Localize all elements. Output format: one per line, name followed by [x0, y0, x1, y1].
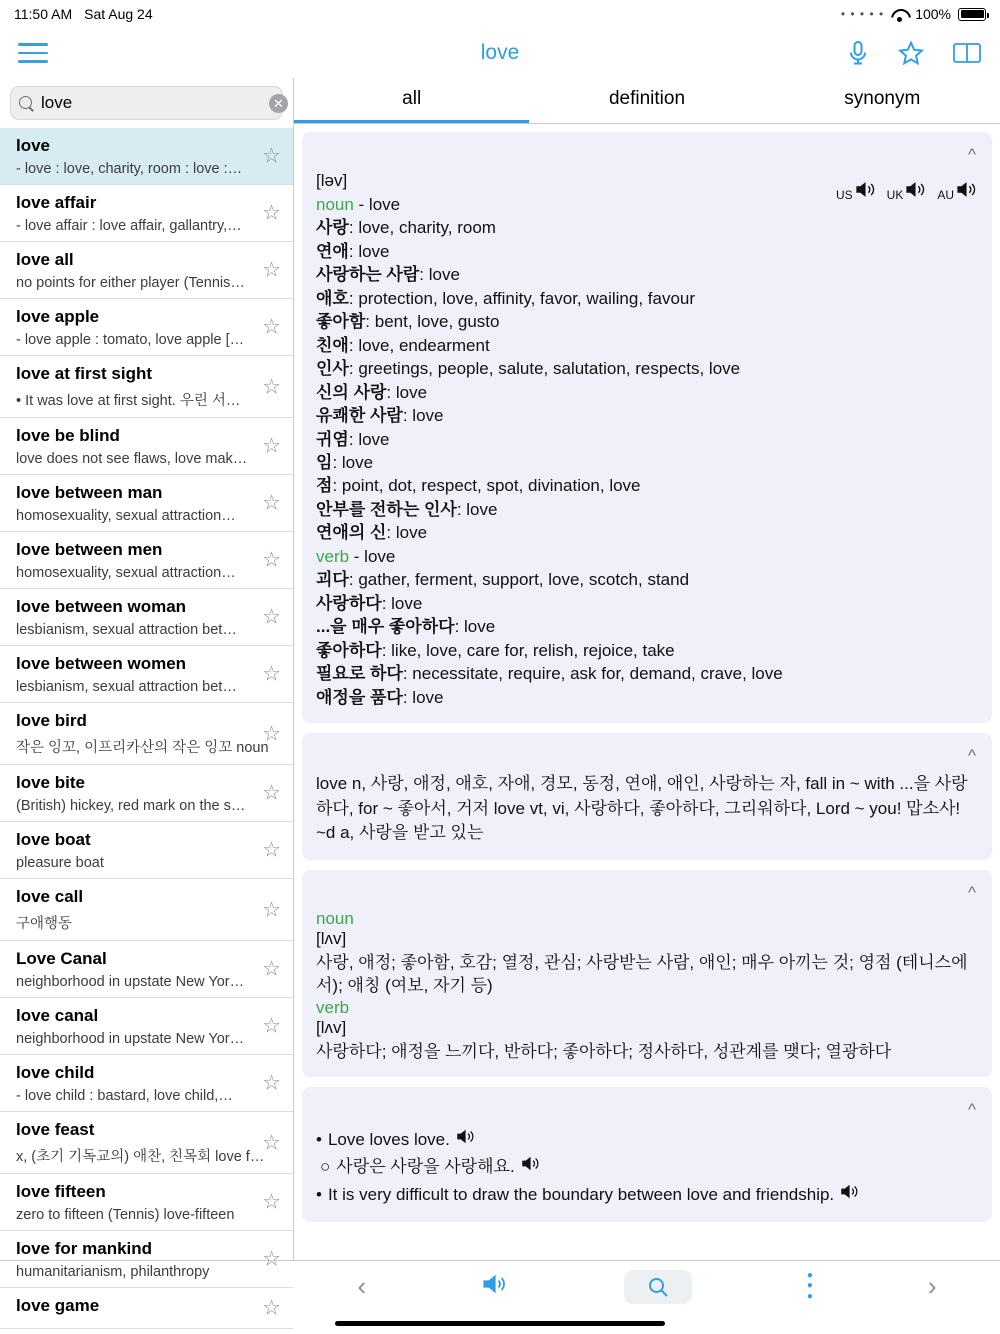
star-icon[interactable]: ☆ — [262, 898, 281, 921]
star-icon[interactable]: ☆ — [262, 144, 281, 168]
list-item-desc: neighborhood in upstate New Yor… — [16, 974, 245, 990]
entry-gloss: love — [358, 429, 390, 449]
entry-term: 괴다 — [316, 570, 349, 590]
list-item-desc: - love child : bastard, love child,… — [16, 1088, 233, 1104]
list-item-desc: zero to fifteen (Tennis) love-fifteen — [16, 1207, 235, 1223]
entry-gloss: necessitate, require, ask for, demand, crave, love — [412, 664, 783, 684]
bullet: • — [316, 1184, 322, 1204]
star-icon[interactable]: ☆ — [262, 1247, 281, 1271]
search-input[interactable] — [41, 93, 262, 113]
list-item[interactable] — [0, 765, 293, 822]
speaker-icon[interactable] — [481, 1273, 509, 1300]
list-item[interactable] — [0, 998, 293, 1055]
list-item-title: love at first sight — [16, 364, 153, 383]
entry-gloss: love — [391, 593, 423, 613]
list-item[interactable] — [0, 185, 293, 242]
list-item[interactable] — [0, 646, 293, 703]
bullet: ○ — [320, 1157, 331, 1177]
card-paragraph: love n, 사랑, 애정, 애호, 자애, 경모, 동정, 연애, 애인, 사랑하는 자, fall in ~ with ...을 사랑하다, for ~ 좋아서, 거저 love vt, vi, 사랑하다, 좋아하다, 그리워하다, Lord ~ you! 맙소사! ~d a, 사랑을 받고 있는 — [316, 773, 968, 843]
chevron-up-icon[interactable]: ^ — [968, 1100, 976, 1120]
entry-term: 연애 — [316, 241, 349, 261]
speaker-icon[interactable] — [840, 1181, 860, 1208]
entry-term: 친애 — [316, 335, 349, 355]
part-of-speech: verb — [316, 546, 350, 566]
sentence-text: Love loves love. — [327, 1130, 450, 1150]
star-icon[interactable]: ☆ — [262, 1190, 281, 1214]
entry-gloss: point, dot, respect, spot, divination, love — [341, 476, 641, 496]
entry-term: 사랑 — [316, 218, 349, 238]
bullet: • — [316, 1130, 322, 1150]
entry-term: 애정을 품다 — [316, 687, 403, 707]
entry-line: 신의 사랑: love — [316, 382, 428, 402]
word-list-panel — [0, 78, 294, 1320]
list-item-desc: (British) hickey, red mark on the s… — [16, 798, 246, 814]
more-vertical-icon[interactable]: ● ● ● — [806, 1269, 813, 1302]
entry-line: 사랑: love, charity, room — [316, 218, 496, 238]
definition-card — [302, 1087, 992, 1222]
list-item[interactable] — [0, 475, 293, 532]
entry-line: 필요로 하다: necessitate, require, ask for, demand, crave, love — [316, 664, 783, 684]
card-header[interactable] — [316, 882, 978, 903]
battery-percent: 100% — [915, 6, 951, 22]
part-of-speech: verb — [316, 997, 350, 1017]
entry-line: 사랑하는 사람: love — [316, 265, 460, 285]
list-item-desc: 구애행동 — [16, 916, 73, 932]
list-item-title: love apple — [16, 307, 100, 326]
list-item-title: love between man — [16, 483, 163, 502]
entry-line: 귀염: love — [316, 429, 390, 449]
list-item-desc: - love : love, charity, room : love :… — [16, 161, 243, 177]
wifi-icon — [891, 8, 908, 21]
star-icon[interactable]: ☆ — [262, 315, 281, 339]
entry-line: 안부를 전하는 인사: love — [316, 499, 498, 519]
list-item-desc: lesbianism, sexual attraction bet… — [16, 679, 237, 695]
list-item-desc: homosexuality, sexual attraction… — [16, 508, 236, 524]
example-sentence — [316, 1153, 978, 1180]
list-item-title: love be blind — [16, 426, 120, 445]
star-icon[interactable]: ☆ — [262, 491, 281, 515]
entry-line: 친애: love, endearment — [316, 335, 490, 355]
entry-term: 임 — [316, 452, 333, 472]
example-sentence — [316, 1181, 978, 1208]
signal-dots-icon: • • • • • — [840, 7, 885, 21]
star-icon[interactable]: ☆ — [262, 781, 281, 805]
list-item-title: love between woman — [16, 597, 187, 616]
list-item-title: love affair — [16, 193, 97, 212]
home-indicator[interactable] — [335, 1321, 665, 1326]
list-item-desc: neighborhood in upstate New Yor… — [16, 1031, 245, 1047]
entry-line: 임: love — [316, 452, 374, 472]
entry-term: 유쾌한 사람 — [316, 406, 403, 426]
status-time: 11:50 AM — [14, 6, 73, 22]
speaker-icon[interactable] — [521, 1153, 541, 1180]
list-item-desc: love does not see flaws, love mak… — [16, 451, 248, 467]
entry-gloss: 사랑하다; 애정을 느끼다, 반하다; 좋아하다; 정사하다, 성관계를 맺다; 열광하다 — [316, 1041, 892, 1061]
speaker-icon[interactable] — [836, 180, 877, 202]
entry-gloss: love — [466, 499, 498, 519]
entry-line: 인사: greetings, people, salute, salutation, respects, love — [316, 359, 741, 379]
list-item-title: love all — [16, 250, 74, 269]
star-icon[interactable]: ☆ — [262, 722, 281, 745]
star-icon[interactable]: ☆ — [262, 375, 281, 398]
list-item-title: love game — [16, 1296, 100, 1315]
star-icon[interactable]: ☆ — [262, 434, 281, 458]
list-item-title: love for mankind — [16, 1239, 153, 1258]
status-date: Sat Aug 24 — [84, 6, 153, 22]
definition-panel — [294, 78, 1000, 1260]
entry-term: 사랑하다 — [316, 593, 382, 613]
entry-gloss: love — [412, 687, 444, 707]
entry-line — [316, 545, 978, 568]
part-of-speech: noun — [316, 195, 354, 214]
list-item-desc: - love affair : love affair, gallantry,… — [16, 218, 242, 234]
star-icon[interactable]: ☆ — [262, 662, 281, 686]
entry-term: 애호 — [316, 288, 349, 308]
example-sentence — [316, 1126, 978, 1153]
speaker-icon[interactable] — [937, 180, 978, 202]
entry-term: 좋아함 — [316, 312, 366, 332]
chevron-up-icon[interactable]: ^ — [968, 882, 976, 902]
list-item[interactable] — [0, 941, 293, 998]
list-item[interactable] — [0, 1112, 293, 1174]
star-icon[interactable]: ☆ — [262, 605, 281, 629]
entry-gloss: love — [358, 241, 390, 261]
list-item-desc: x, (초기 기독교의) 애찬, 친목회 love f… — [16, 1149, 265, 1165]
audio-label: US — [835, 188, 853, 202]
phonetic: [lʌv] — [316, 1017, 347, 1037]
entry-term: 필요로 하다 — [316, 664, 403, 684]
chevron-left-icon[interactable]: ‹ — [357, 1271, 367, 1301]
phonetic: [lʌv] — [316, 928, 347, 948]
entry-term: 귀염 — [316, 429, 349, 449]
microphone-icon[interactable] — [846, 40, 870, 66]
entry-line: 연애: love — [316, 241, 390, 261]
entry-gloss: love — [395, 523, 428, 543]
list-item[interactable] — [0, 418, 293, 475]
definition-card — [302, 132, 992, 723]
entry-line: 연애의 신: love — [316, 523, 428, 543]
list-item[interactable] — [0, 299, 293, 356]
list-item-desc: - love apple : tomato, love apple [… — [16, 332, 245, 348]
entry-term: 연애의 신 — [316, 523, 387, 543]
list-item[interactable] — [0, 589, 293, 646]
entry-gloss: like, love, care for, relish, rejoice, take — [391, 640, 675, 660]
entry-term: ...을 매우 좋아하다 — [316, 617, 455, 637]
star-icon[interactable]: ☆ — [262, 838, 281, 862]
list-item-desc: no points for either player (Tennis… — [16, 275, 245, 291]
card-header[interactable] — [316, 745, 978, 766]
tab-synonym[interactable]: synonym — [844, 88, 921, 109]
list-item-desc: 작은 잉꼬, 이프리카산의 작은 잉꼬 noun — [16, 740, 269, 756]
list-item-desc: humanitarianism, philanthropy — [16, 1264, 210, 1280]
search-icon — [19, 96, 34, 111]
entry-line: 애호: protection, love, affinity, favor, wailing, favour — [316, 288, 696, 308]
search-box[interactable] — [10, 86, 283, 120]
list-item-title: love boat — [16, 830, 91, 849]
list-item[interactable] — [0, 1288, 293, 1329]
chevron-up-icon[interactable]: ^ — [968, 745, 976, 765]
star-icon[interactable]: ☆ — [262, 1071, 281, 1095]
definition-card — [302, 870, 992, 1077]
list-item[interactable] — [0, 879, 293, 941]
entry-line: 좋아함: bent, love, gusto — [316, 312, 500, 332]
entry-gloss: 사랑, 애정; 좋아함, 호감; 열정, 관심; 사랑받는 사람, 애인; 매우 아끼는 것; 영점 (테니스에서); 애칭 (여보, 자기 등) — [316, 952, 968, 996]
list-item[interactable] — [0, 356, 293, 418]
list-item-desc: pleasure boat — [16, 855, 104, 871]
entry-term: 점 — [316, 476, 333, 496]
list-item-title: love fifteen — [16, 1182, 106, 1201]
list-item[interactable] — [0, 822, 293, 879]
tab-bar[interactable] — [294, 78, 1000, 124]
list-item-title: Love Canal — [16, 949, 107, 968]
entry-line: 좋아하다: like, love, care for, relish, rejoice, take — [316, 640, 675, 660]
list-item-title: love — [16, 136, 51, 155]
entry-gloss: - love — [353, 195, 401, 214]
page-title: love — [480, 41, 520, 64]
list-item-title: love call — [16, 887, 84, 906]
status-right — [841, 6, 986, 22]
speaker-icon[interactable] — [456, 1126, 476, 1153]
tab-all[interactable]: all — [294, 78, 529, 123]
list-item-title: love feast — [16, 1120, 95, 1139]
entry-gloss: love — [341, 452, 374, 472]
entry-term: 인사 — [316, 359, 349, 379]
chevron-right-icon[interactable]: › — [927, 1271, 937, 1301]
card-header[interactable] — [316, 144, 978, 165]
definition-card — [302, 733, 992, 860]
entry-gloss: protection, love, affinity, favor, wailing, favour — [358, 288, 696, 308]
star-icon[interactable]: ☆ — [262, 957, 281, 981]
pronunciation-buttons — [836, 180, 978, 202]
entry-line: 괴다: gather, ferment, support, love, scotch, stand — [316, 570, 690, 590]
book-icon[interactable] — [952, 40, 982, 66]
search-bar — [0, 78, 293, 128]
clear-search-icon[interactable]: ✕ — [269, 94, 288, 113]
entry-line: 애정을 품다: love — [316, 687, 444, 707]
entry-line: 유쾌한 사람: love — [316, 406, 444, 426]
speaker-icon[interactable] — [887, 180, 928, 202]
entry-gloss: love — [395, 382, 428, 402]
entry-term: 신의 사랑 — [316, 382, 387, 402]
nav-actions — [846, 40, 982, 66]
phonetic: [ləv] — [316, 171, 348, 190]
entry-gloss: bent, love, gusto — [374, 312, 500, 332]
list-item-title: love child — [16, 1063, 95, 1082]
list-item[interactable] — [0, 1055, 293, 1112]
sentence-text: It is very difficult to draw the boundary between love and friendship. — [327, 1184, 835, 1204]
star-icon[interactable]: ☆ — [262, 1296, 281, 1320]
part-of-speech: noun — [316, 908, 354, 928]
tab-definition[interactable]: definition — [608, 88, 686, 109]
star-icon[interactable]: ☆ — [262, 201, 281, 225]
entry-term: 안부를 전하는 인사 — [316, 499, 457, 519]
entry-line: 점: point, dot, respect, spot, divination, love — [316, 476, 641, 496]
list-item[interactable] — [0, 242, 293, 299]
entry-term: 좋아하다 — [316, 640, 382, 660]
entry-gloss: - love — [349, 546, 396, 566]
entry-term: 사랑하는 사람 — [316, 265, 420, 285]
audio-label: AU — [937, 188, 954, 202]
status-left — [14, 6, 153, 22]
list-item-title: love canal — [16, 1006, 99, 1025]
list-item[interactable] — [0, 1174, 293, 1231]
card-header[interactable] — [316, 1099, 978, 1120]
list-item[interactable] — [0, 1231, 293, 1288]
chevron-up-icon[interactable]: ^ — [968, 145, 976, 164]
star-icon[interactable]: ☆ — [262, 258, 281, 282]
list-item-desc: homosexuality, sexual attraction… — [16, 565, 236, 581]
entry-gloss: love — [428, 265, 460, 285]
list-item-title: love bite — [16, 773, 85, 792]
nav-bar — [0, 28, 1000, 78]
star-icon[interactable] — [898, 40, 924, 66]
star-icon[interactable]: ☆ — [262, 1131, 281, 1154]
star-icon[interactable]: ☆ — [262, 548, 281, 572]
entry-gloss: love, endearment — [358, 335, 490, 355]
entry-line: 사랑하다: love — [316, 593, 423, 613]
list-item-title: love between women — [16, 654, 187, 673]
hamburger-icon[interactable] — [18, 37, 48, 69]
list-item[interactable] — [0, 128, 293, 185]
word-list[interactable] — [0, 128, 293, 1329]
list-item-title: love bird — [16, 711, 87, 730]
bottom-actions — [300, 1270, 994, 1304]
definition-content — [294, 124, 1000, 1260]
entry-line: ...을 매우 좋아하다: love — [316, 617, 496, 637]
main-area — [0, 78, 1000, 1320]
entry-gloss: greetings, people, salute, salutation, respects, love — [358, 359, 741, 379]
search-button[interactable] — [624, 1270, 692, 1304]
status-bar — [0, 0, 1000, 28]
list-item-desc: • It was love at first sight. 우린 서… — [16, 393, 241, 409]
list-item[interactable] — [0, 532, 293, 589]
entry-gloss: love — [464, 617, 496, 637]
star-icon[interactable]: ☆ — [262, 1014, 281, 1038]
list-item[interactable] — [0, 703, 293, 765]
list-item-title: love between men — [16, 540, 163, 559]
battery-icon — [958, 8, 986, 21]
entry-gloss: love, charity, room — [358, 218, 496, 238]
entry-gloss: love — [412, 406, 444, 426]
entry-gloss: gather, ferment, support, love, scotch, stand — [358, 570, 690, 590]
list-item-desc: lesbianism, sexual attraction bet… — [16, 622, 237, 638]
sentence-text: 사랑은 사랑을 사랑해요. — [336, 1157, 515, 1177]
audio-label: UK — [886, 188, 904, 202]
